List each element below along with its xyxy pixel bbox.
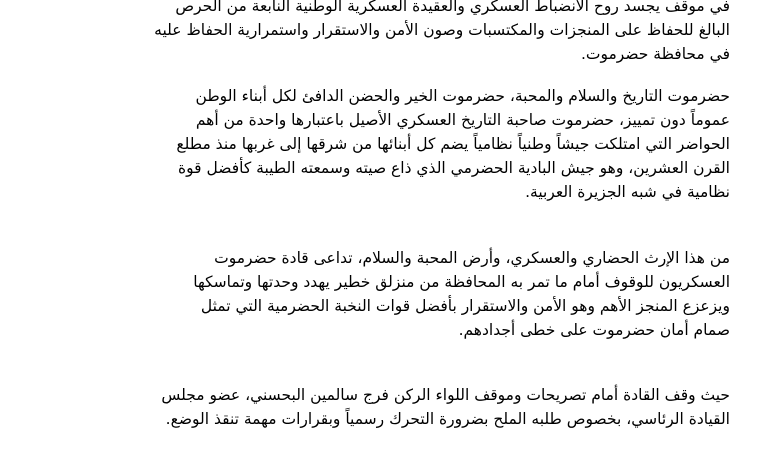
paragraph-1 [80,0,730,66]
text-line: ويزعزع المنجز الأهم وهو الأمن والاستقرار بأفضل قوات النخبة الحضرمية التي تمثل [200,297,730,315]
text-line: من هذا الإرث الحضاري والعسكري، وأرض المحبة والسلام، تداعى قادة حضرموت [214,249,730,267]
paragraph-3 [80,246,730,342]
paragraph-2 [80,84,730,204]
text-line: الحواضر التي امتلكت جيشاً وطنياً نظامياً يضم كل أبنائها من شرقها إلى غربها منذ مطلع [176,135,730,153]
text-line: القيادة الرئاسي، بخصوص طلبه الملح بضرورة التحرك رسمياً وبقرارات مهمة تنقذ الوضع. [165,410,730,428]
text-line: البالغ للحفاظ على المنجزات والمكتسبات وصون الأمن والاستقرار واستمرارية الحفاظ عليه [154,21,730,39]
text-line: العسكريون للوقوف أمام ما تمر به المحافظة من منزلق خطير يهدد وحدتها وتماسكها [193,273,730,291]
text-line: صمام أمان حضرموت على خطى أجدادهم. [458,321,730,339]
text-line: في محافظة حضرموت. [580,45,730,63]
text-line: في موقف يجسد روح الانضباط العسكري والعقيدة العسكرية الوطنية النابعة من الحرص [175,0,730,15]
text-line: القرن العشرين، وهو جيش البادية الحضرمي الذي ذاع صيته وسمعته الطيبة كأفضل قوة [178,159,730,177]
text-line: حيث وقف القادة أمام تصريحات وموقف اللواء الركن فرج سالمين البحسني، عضو مجلس [161,386,730,404]
text-line: عموماً دون تمييز، حضرموت صاحبة التاريخ العسكري الأصيل باعتبارها واحدة من أهم [195,111,730,129]
paragraph-4 [80,383,730,431]
text-line: نظامية في شبه الجزيرة العربية. [525,183,730,201]
text-line: حضرموت التاريخ والسلام والمحبة، حضرموت الخير والحضن الدافئ لكل أبناء الوطن [195,87,730,105]
